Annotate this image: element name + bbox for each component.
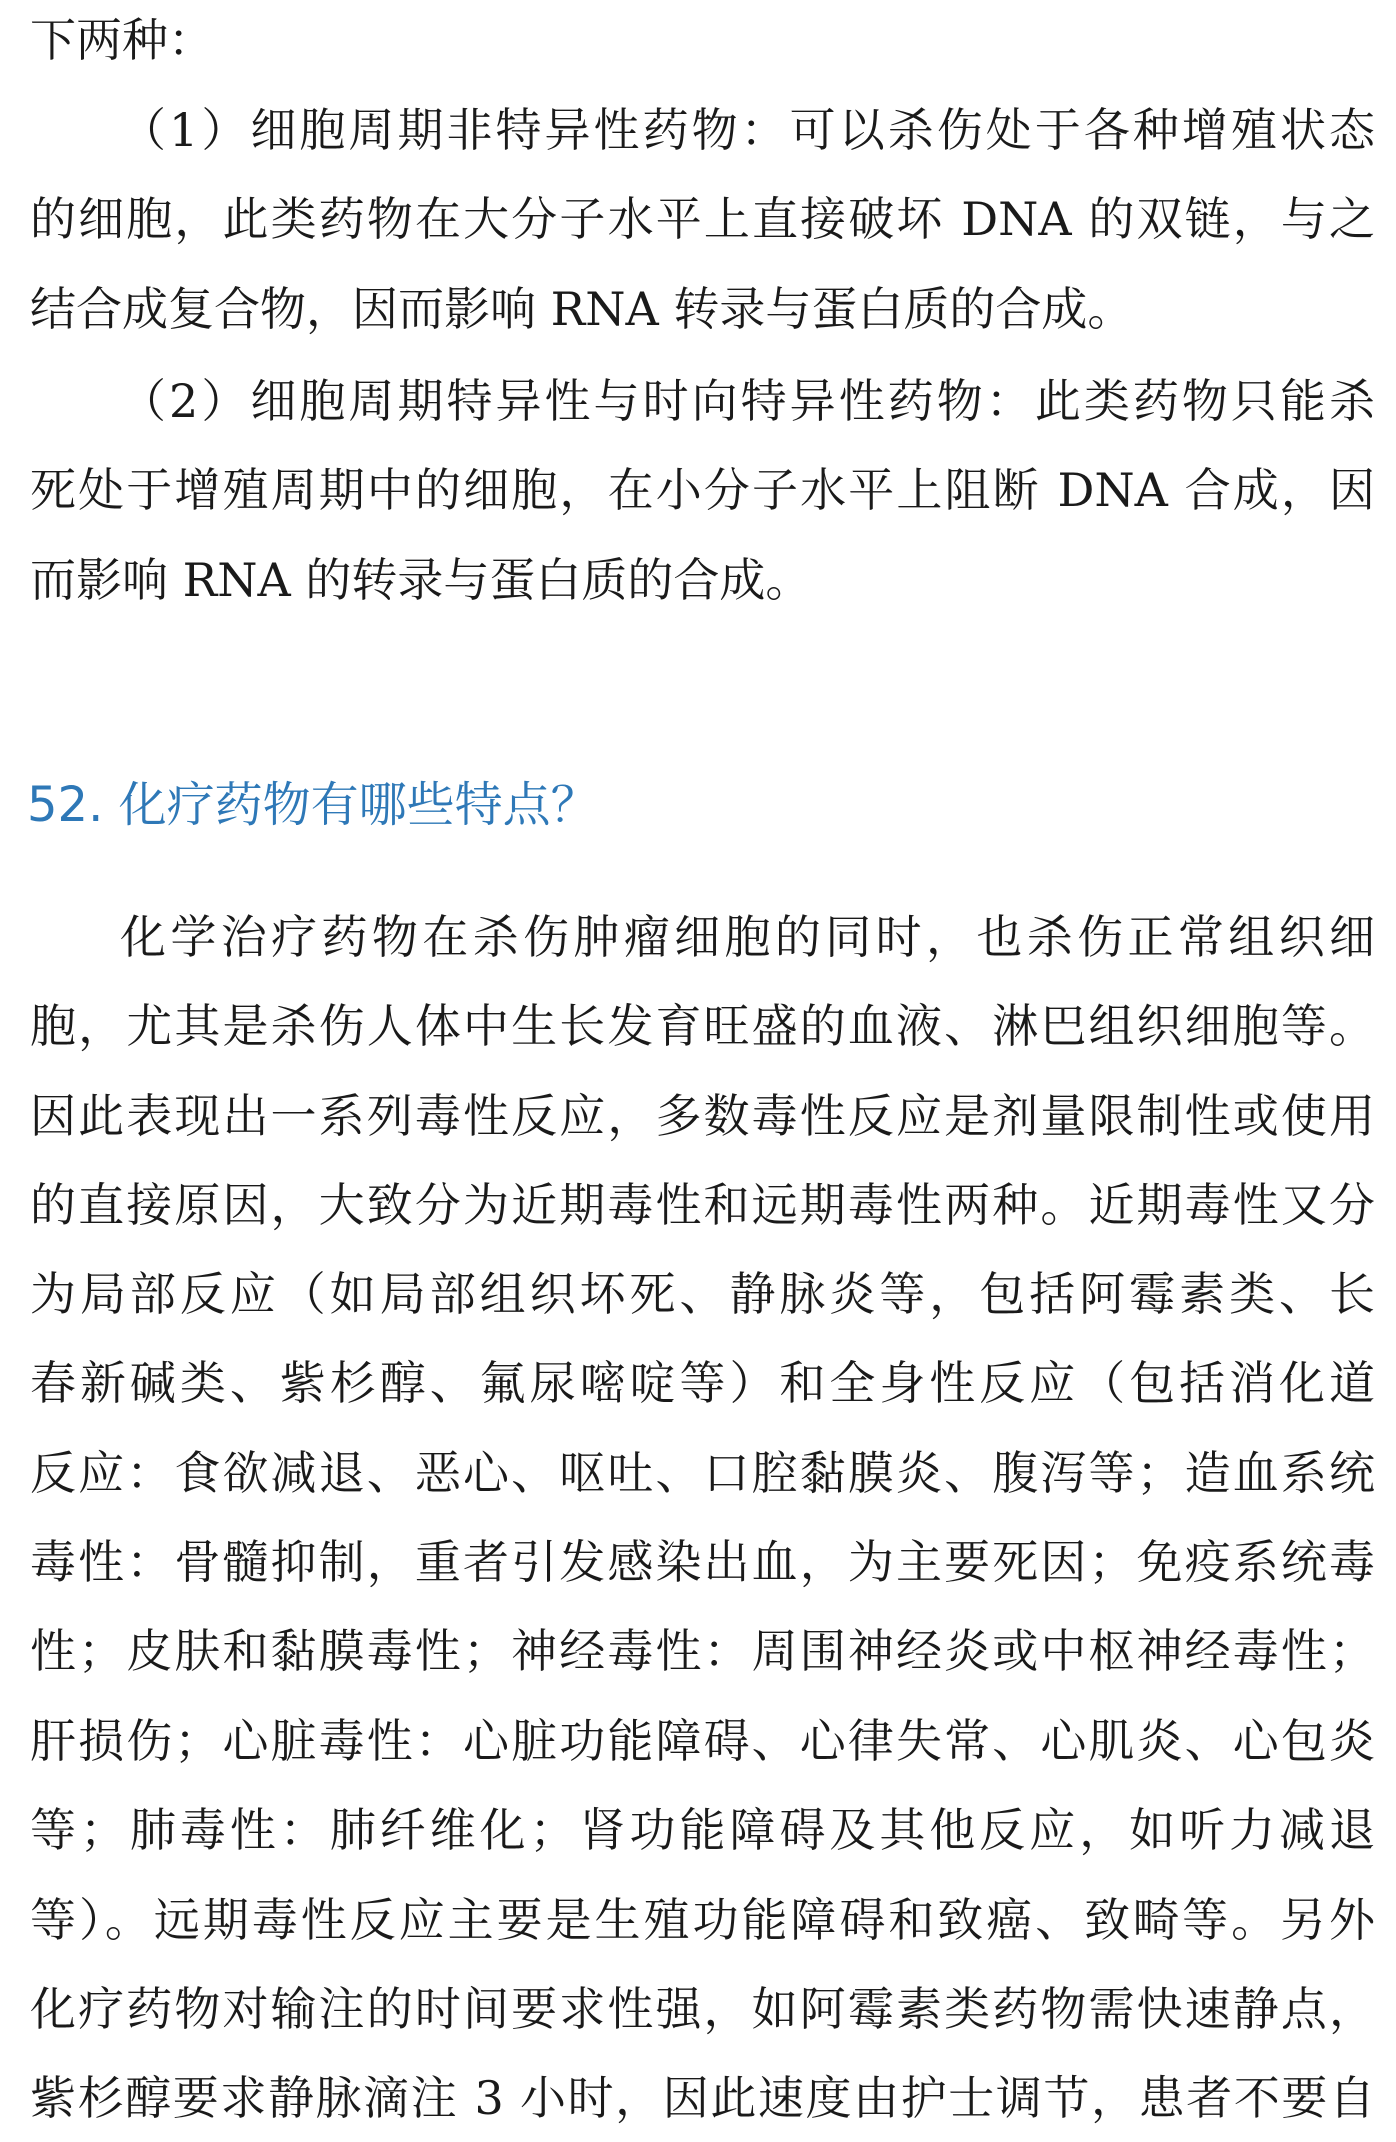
text-line: 等；肺毒性：肺纤维化；肾功能障碍及其他反应，如听力减退 [30,1803,1375,1857]
text-line: 的直接原因，大致分为近期毒性和远期毒性两种。近期毒性又分 [30,1178,1375,1232]
text-line: 为局部反应（如局部组织坏死、静脉炎等，包括阿霉素类、长 [30,1267,1375,1321]
text-line: 肝损伤；心脏毒性：心脏功能障碍、心律失常、心肌炎、心包炎 [30,1714,1375,1768]
text-line: 下两种： [30,13,214,67]
text-line: 性；皮肤和黏膜毒性；神经毒性：周围神经炎或中枢神经毒性； [30,1624,1375,1678]
text-line: （2）细胞周期特异性与时向特异性药物：此类药物只能杀 [120,374,1375,428]
text-line: 化疗药物对输注的时间要求性强，如阿霉素类药物需快速静点， [30,1982,1375,2036]
text-line: 而影响 RNA 的转录与蛋白质的合成。 [30,553,812,607]
text-line: 化学治疗药物在杀伤肿瘤细胞的同时，也杀伤正常组织细 [120,910,1375,964]
text-line: （1）细胞周期非特异性药物：可以杀伤处于各种增殖状态 [120,103,1375,157]
text-line: 等）。远期毒性反应主要是生殖功能障碍和致癌、致畸等。另外 [30,1893,1375,1947]
text-line: 结合成复合物，因而影响 RNA 转录与蛋白质的合成。 [30,282,1134,336]
text-line: 死处于增殖周期中的细胞，在小分子水平上阻断 DNA 合成，因 [30,463,1375,517]
text-line: 的细胞，此类药物在大分子水平上直接破坏 DNA 的双链，与之 [30,192,1375,246]
text-line: 反应：食欲减退、恶心、呕吐、口腔黏膜炎、腹泻等；造血系统 [30,1446,1375,1500]
section-heading: 52. 化疗药物有哪些特点？ [27,777,599,833]
text-line: 因此表现出一系列毒性反应，多数毒性反应是剂量限制性或使用 [30,1089,1375,1143]
text-line: 紫杉醇要求静脉滴注 3 小时，因此速度由护士调节，患者不要自 [30,2071,1375,2125]
text-line: 春新碱类、紫杉醇、氟尿嘧啶等）和全身性反应（包括消化道 [30,1356,1375,1410]
text-line: 胞，尤其是杀伤人体中生长发育旺盛的血液、淋巴组织细胞等。 [30,999,1375,1053]
text-line: 毒性：骨髓抑制，重者引发感染出血，为主要死因；免疫系统毒 [30,1535,1375,1589]
